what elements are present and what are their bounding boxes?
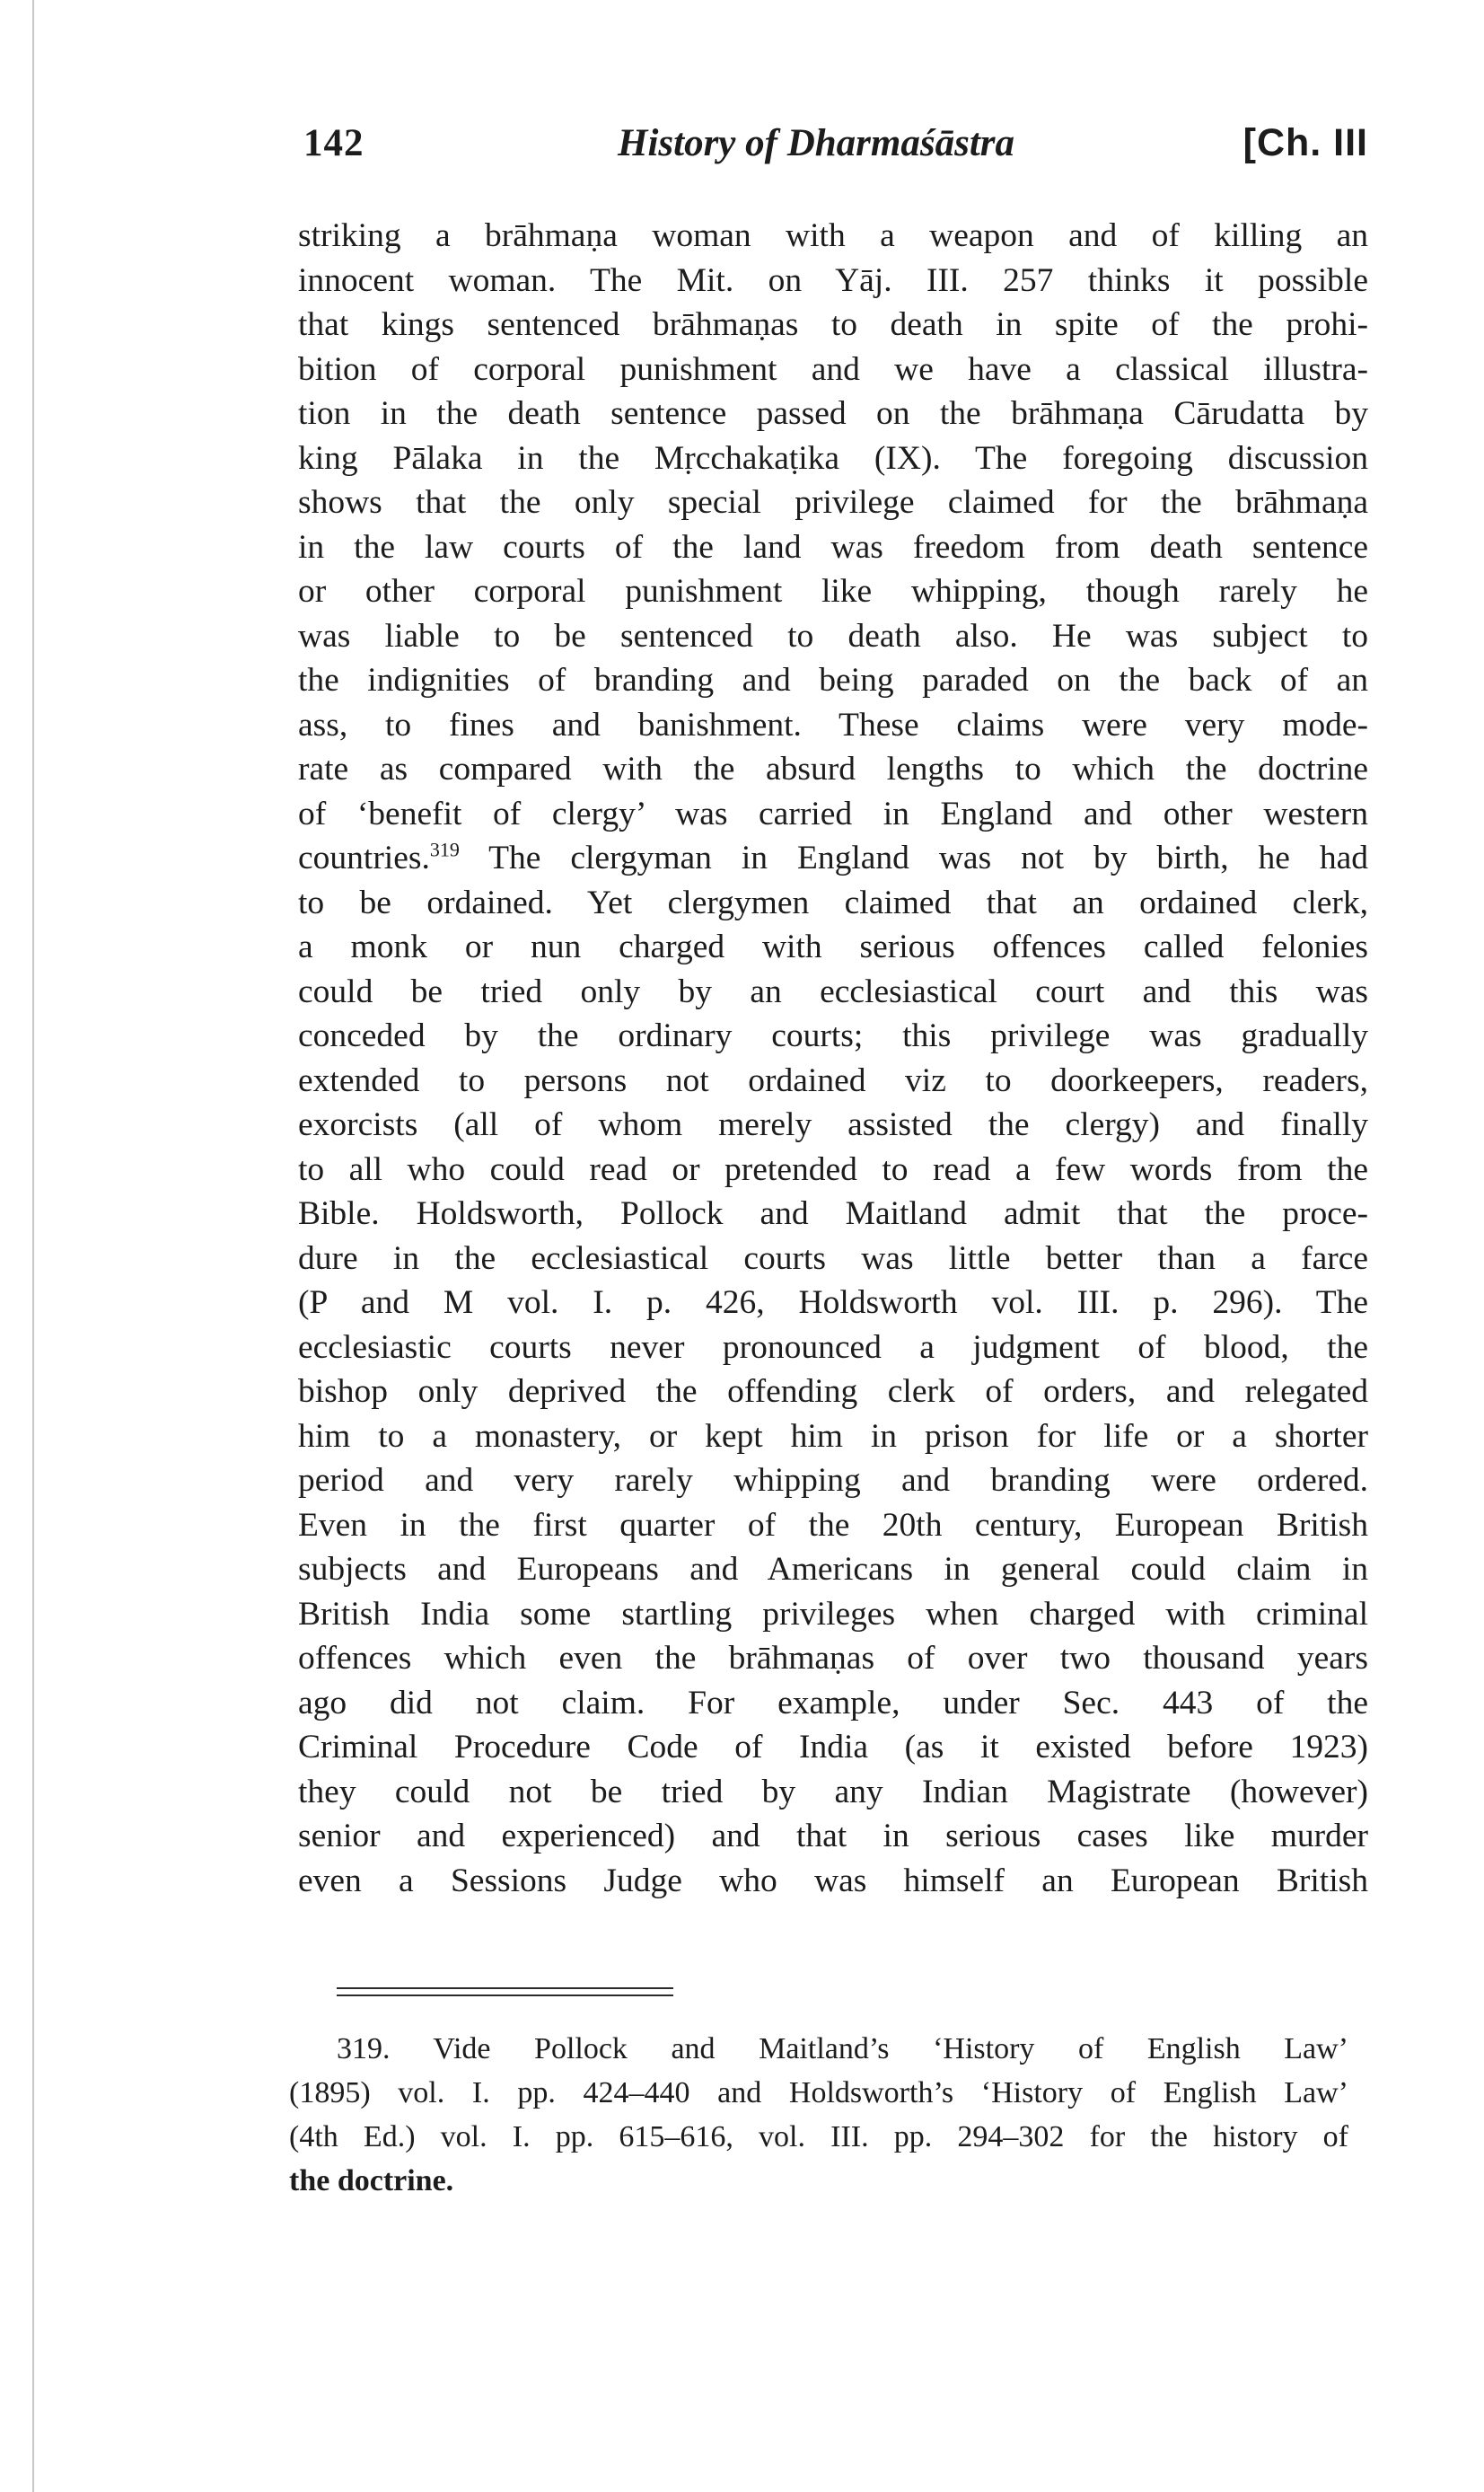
text-line: the indignities of branding and being paraded on the back of an (298, 662, 1368, 699)
footnote (289, 2027, 1348, 2203)
text-line: could be tried only by an ecclesiastical court and this was (298, 973, 1368, 1010)
text-line: to all who could read or pretended to read a few words from the (298, 1150, 1368, 1188)
text-line: senior and experienced) and that in serious cases like murder (298, 1818, 1368, 1854)
text-line: him to a monastery, or kept him in prison for life or a shorter (298, 1417, 1368, 1455)
running-title: History of Dharmaśāstra (618, 122, 1015, 164)
footnote-marker[interactable]: 319 (429, 838, 460, 861)
text-line: ago did not claim. For example, under Sec. 443 of the (298, 1684, 1368, 1722)
text-line: subjects and Europeans and Americans in general could claim in (298, 1551, 1368, 1588)
text-line: conceded by the ordinary courts; this privilege was gradually (298, 1017, 1368, 1054)
footnote-rule (337, 1987, 673, 1989)
text-line: a monk or nun charged with serious offences called felonies (298, 929, 1368, 965)
text-line: extended to persons not ordained viz to doorkeepers, readers, (298, 1061, 1368, 1099)
text-line: British India some startling privileges when charged with criminal (298, 1595, 1368, 1633)
text-line: period and very rarely whipping and branding were ordered. (298, 1462, 1368, 1499)
footnote-rule (337, 1994, 673, 1996)
text-line: Bible. Holdsworth, Pollock and Maitland admit that the proce- (298, 1195, 1368, 1232)
text-line: they could not be tried by any Indian Magistrate (however) (298, 1773, 1368, 1810)
scan-margin-line (32, 0, 34, 2492)
text-line: was liable to be sentenced to death also. He was subject to (298, 617, 1368, 655)
text-line: king Pālaka in the Mṛcchakaṭika (IX). The foregoing discussion (298, 439, 1368, 477)
text-line: Criminal Procedure Code of India (as it existed before 1923) (298, 1729, 1368, 1766)
footnote-line: the doctrine. (289, 2164, 454, 2197)
text-line: Even in the first quarter of the 20th century, European British (298, 1506, 1368, 1544)
text-line-footnote-ref (298, 836, 1368, 881)
text-line: that kings sentenced brāhmaṇas to death in spite of the prohi- (298, 306, 1368, 343)
text-line: shows that the only special privilege claimed for the brāhmaṇa (298, 484, 1368, 521)
text-line: ass, to fines and banishment. These claims were very mode- (298, 706, 1368, 744)
footnote-line: 319. Vide Pollock and Maitland’s ‘History of English Law’ (337, 2032, 1348, 2065)
text-line: (P and M vol. I. p. 426, Holdsworth vol. III. p. 296). The (298, 1284, 1368, 1321)
footnote-line: (4th Ed.) vol. I. pp. 615–616, vol. III. pp. 294–302 for the history of (289, 2120, 1348, 2153)
main-text (298, 214, 1368, 1903)
text-line: rate as compared with the absurd lengths to which the doctrine (298, 751, 1368, 788)
chapter-label: [Ch. III (1243, 121, 1368, 164)
text-line: to be ordained. Yet clergymen claimed that an ordained clerk, (298, 884, 1368, 921)
footnote-line: (1895) vol. I. pp. 424–440 and Holdsworth’s ‘History of English Law’ (289, 2076, 1348, 2109)
text-line: innocent woman. The Mit. on Yāj. III. 257 thinks it possible (298, 261, 1368, 299)
text-line: ecclesiastic courts never pronounced a judgment of blood, the (298, 1328, 1368, 1366)
text-fragment: The clergyman in England was not by birth, he had (459, 840, 1368, 876)
text-line: even a Sessions Judge who was himself an European British (298, 1862, 1368, 1899)
text-line: tion in the death sentence passed on the brāhmaṇa Cārudatta by (298, 395, 1368, 432)
text-line: of ‘benefit of clergy’ was carried in England and other western (298, 795, 1368, 832)
text-line: or other corporal punishment like whipping, though rarely he (298, 573, 1368, 610)
text-line: bition of corporal punishment and we have a classical illustra- (298, 350, 1368, 388)
page-number: 142 (303, 122, 364, 164)
text-fragment: countries. (298, 840, 430, 876)
text-line: in the law courts of the land was freedom from death sentence (298, 528, 1368, 566)
text-line: dure in the ecclesiastical courts was little better than a farce (298, 1239, 1368, 1277)
text-line: exorcists (all of whom merely assisted the clergy) and finally (298, 1106, 1368, 1143)
page-header (303, 121, 1368, 175)
text-line: bishop only deprived the offending clerk of orders, and relegated (298, 1373, 1368, 1410)
text-line: offences which even the brāhmaṇas of over two thousand years (298, 1640, 1368, 1677)
text-line: striking a brāhmaṇa woman with a weapon and of killing an (298, 217, 1368, 254)
